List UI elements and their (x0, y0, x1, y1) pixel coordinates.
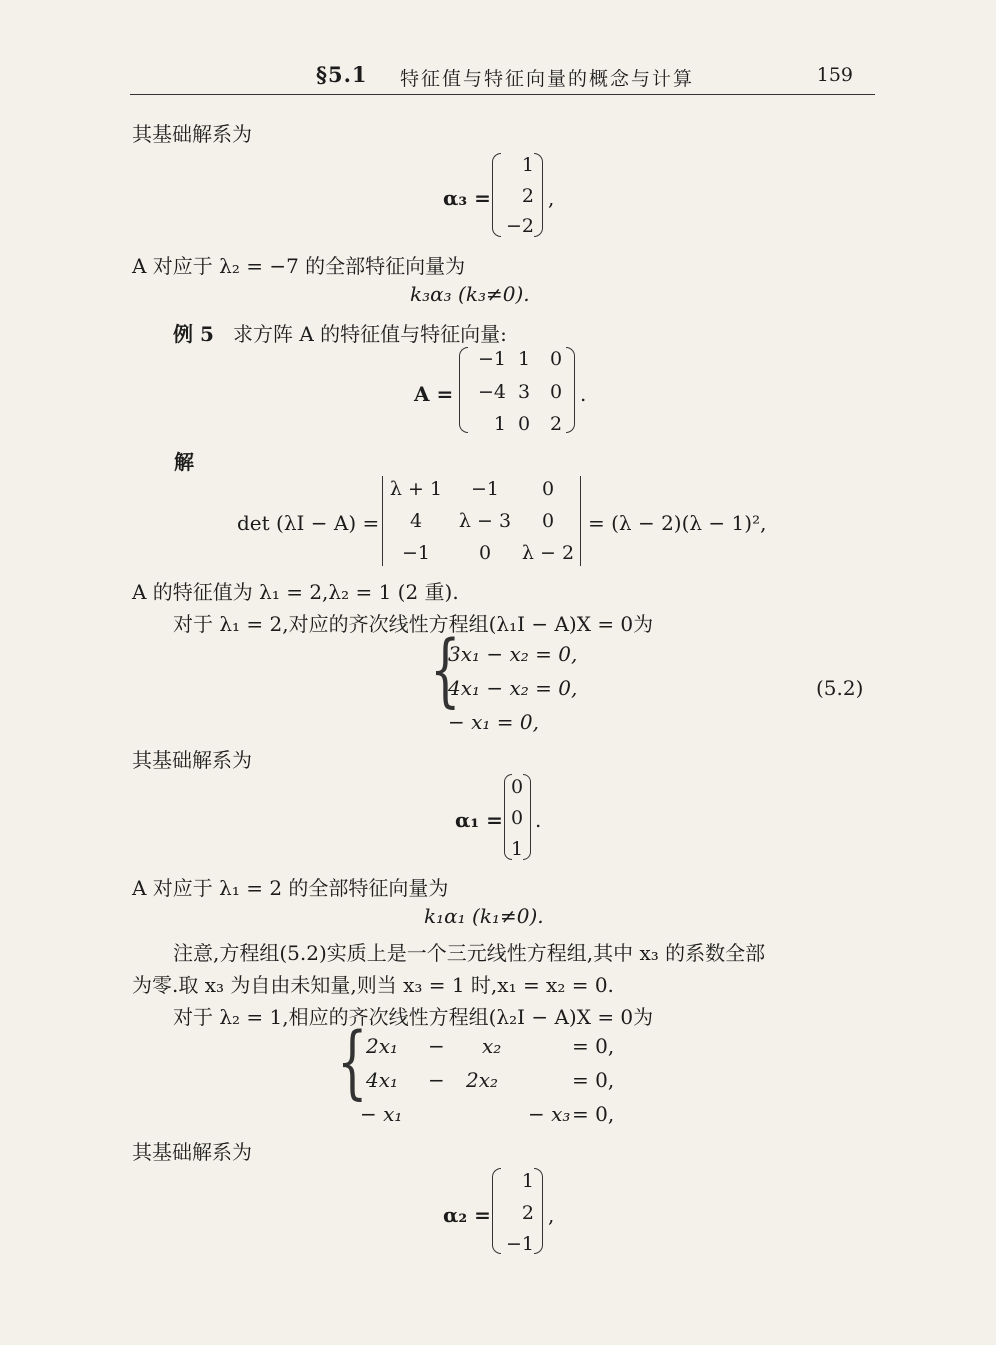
page-number: 159 (816, 64, 853, 86)
alpha2-entry-3: −1 (505, 1233, 534, 1255)
alpha3-label: α₃ = (443, 186, 491, 210)
det-r3c1: −1 (401, 542, 430, 564)
det-left-bar (382, 476, 383, 566)
alpha1-entry-1: 0 (510, 776, 524, 798)
det-r3c2: 0 (478, 542, 492, 564)
eigenvalues-line: A 的特征值为 λ₁ = 2,λ₂ = 1 (2 重). (132, 580, 459, 604)
det-r2c2: λ − 3 (458, 510, 512, 532)
basis-text-1: 其基础解系为 (132, 122, 252, 146)
system2-r1-t1: 2x₁ (366, 1034, 399, 1058)
A-r2c2: 3 (517, 381, 531, 403)
matrix-A-right-bracket (566, 347, 575, 433)
matrix-A-left-bracket (459, 347, 468, 433)
det-r2c3: 0 (541, 510, 555, 532)
alpha3-entry-1: 1 (521, 154, 534, 176)
for-lambda2-line: 对于 λ₂ = 1,相应的齐次线性方程组(λ₂I − A)X = 0为 (173, 1005, 654, 1029)
alpha3-comma: , (548, 186, 555, 210)
basis-text-2: 其基础解系为 (132, 748, 252, 772)
A-r2c1: −4 (477, 381, 506, 403)
A-r1c1: −1 (477, 348, 506, 370)
alpha1-entry-2: 0 (510, 807, 524, 829)
alpha2-right-bracket (534, 1168, 543, 1254)
det-r2c1: 4 (409, 510, 423, 532)
system1-eq1: 3x₁ − x₂ = 0, (448, 642, 578, 666)
det-right-bar (580, 476, 581, 566)
A-r3c1: 1 (493, 413, 506, 435)
A-r1c2: 1 (517, 348, 531, 370)
alpha3-entry-2: 2 (521, 185, 534, 207)
for-lambda1-line: 对于 λ₁ = 2,对应的齐次线性方程组(λ₁I − A)X = 0为 (173, 612, 654, 636)
k1-line: k₁α₁ (k₁≠0). (424, 904, 544, 928)
det-result: = (λ − 2)(λ − 1)², (588, 511, 767, 535)
system2-r2-rhs: = 0, (572, 1068, 615, 1092)
A-r3c3: 2 (549, 413, 563, 435)
system2-brace: { (337, 1015, 368, 1108)
det-r1c2: −1 (470, 478, 499, 500)
system2-r3-t1: − x₁ (360, 1102, 403, 1126)
eigvec-lambda1-text: A 对应于 λ₁ = 2 的全部特征向量为 (132, 876, 449, 900)
matrix-A-label: A = (414, 382, 454, 406)
system2-r3-t4: − x₃ (528, 1102, 571, 1126)
det-r1c1: λ + 1 (389, 478, 443, 500)
note-line-2: 为零.取 x₃ 为自由未知量,则当 x₃ = 1 时,x₁ = x₂ = 0. (132, 973, 614, 997)
section-title: 特征值与特征向量的概念与计算 (400, 68, 695, 90)
det-label: det (λI − A) = (237, 511, 380, 535)
example-text: 求方阵 A 的特征值与特征向量: (233, 322, 507, 346)
system1-eq3: − x₁ = 0, (448, 710, 539, 734)
alpha1-entry-3: 1 (510, 838, 524, 860)
A-r3c2: 0 (517, 413, 531, 435)
running-header (130, 58, 875, 95)
system2-r2-t2: 2x₂ (466, 1068, 499, 1092)
alpha1-label: α₁ = (455, 808, 503, 832)
system2-r2-op: − (428, 1068, 445, 1092)
matrix-A-period: . (580, 382, 587, 406)
example-label: 例 5 (173, 322, 214, 346)
system2-r1-op: − (428, 1034, 445, 1058)
alpha2-entry-1: 1 (521, 1170, 534, 1192)
system1-eq2: 4x₁ − x₂ = 0, (448, 676, 578, 700)
alpha2-comma: , (548, 1203, 555, 1227)
system2-r1-rhs: = 0, (572, 1034, 615, 1058)
system1-brace: { (430, 623, 461, 716)
A-r2c3: 0 (549, 381, 563, 403)
k3-line: k₃α₃ (k₃≠0). (410, 282, 530, 306)
equation-number: (5.2) (816, 676, 864, 700)
det-r3c3: λ − 2 (521, 542, 575, 564)
alpha2-label: α₂ = (443, 1203, 491, 1227)
A-r1c3: 0 (549, 348, 563, 370)
alpha3-right-bracket (534, 153, 543, 237)
system2-r3-rhs: = 0, (572, 1102, 615, 1126)
det-r1c3: 0 (541, 478, 555, 500)
basis-text-3: 其基础解系为 (132, 1140, 252, 1164)
section-number: §5.1 (316, 62, 368, 87)
alpha1-period: . (535, 808, 542, 832)
alpha2-entry-2: 2 (521, 1202, 534, 1224)
eigvec-lambda2-text: A 对应于 λ₂ = −7 的全部特征向量为 (132, 254, 466, 278)
system2-r1-t2: x₂ (482, 1034, 502, 1058)
note-line-1: 注意,方程组(5.2)实质上是一个三元线性方程组,其中 x₃ 的系数全部 (173, 941, 766, 965)
alpha3-entry-3: −2 (505, 215, 534, 237)
system2-r2-t1: 4x₁ (366, 1068, 399, 1092)
solution-label: 解 (174, 450, 194, 474)
